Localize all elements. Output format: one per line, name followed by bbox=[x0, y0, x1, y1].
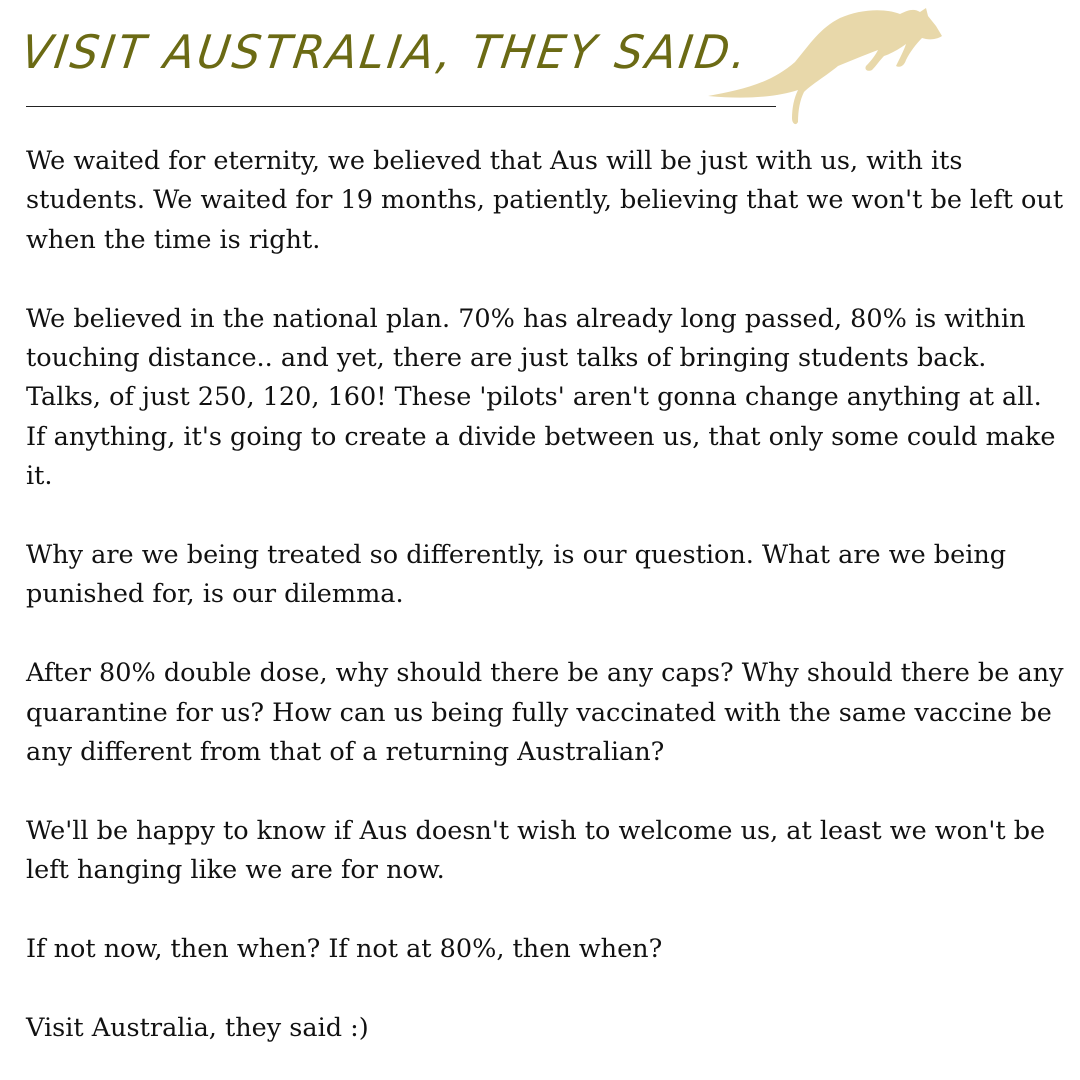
paragraph-4: After 80% double dose, why should there be any caps? Why should there be any quarantine for us? How can us being fully vaccinated with the same vaccine be any different from that of a returning Australian? bbox=[26, 658, 1064, 768]
paragraph-7: Visit Australia, they said :) bbox=[26, 1012, 369, 1043]
paragraph-2: We believed in the national plan. 70% has already long passed, 80% is within touching distance.. and yet, there are just talks of bringing students back. Talks, of just 250, 120, 160! These 'pilots' aren't gonna change anything at all. If anything, it's going to create a divide between us, that only some could make it. bbox=[26, 303, 1056, 492]
paragraph-3: Why are we being treated so differently, is our question. What are we being punished for, is our dilemma. bbox=[26, 540, 1007, 610]
kangaroo-icon bbox=[700, 0, 950, 130]
paragraph-1: We waited for eternity, we believed that Aus will be just with us, with its students. We waited for 19 months, patiently, believing that we won't be left out when the time is right. bbox=[26, 146, 1064, 255]
post-body bbox=[26, 142, 1066, 1048]
paragraph-6: If not now, then when? If not at 80%, then when? bbox=[26, 934, 663, 965]
page-title: VISIT AUSTRALIA, THEY SAID. bbox=[17, 26, 753, 80]
title-divider bbox=[26, 106, 776, 107]
paragraph-5: We'll be happy to know if Aus doesn't wish to welcome us, at least we won't be left hanging like we are for now. bbox=[26, 815, 1046, 886]
